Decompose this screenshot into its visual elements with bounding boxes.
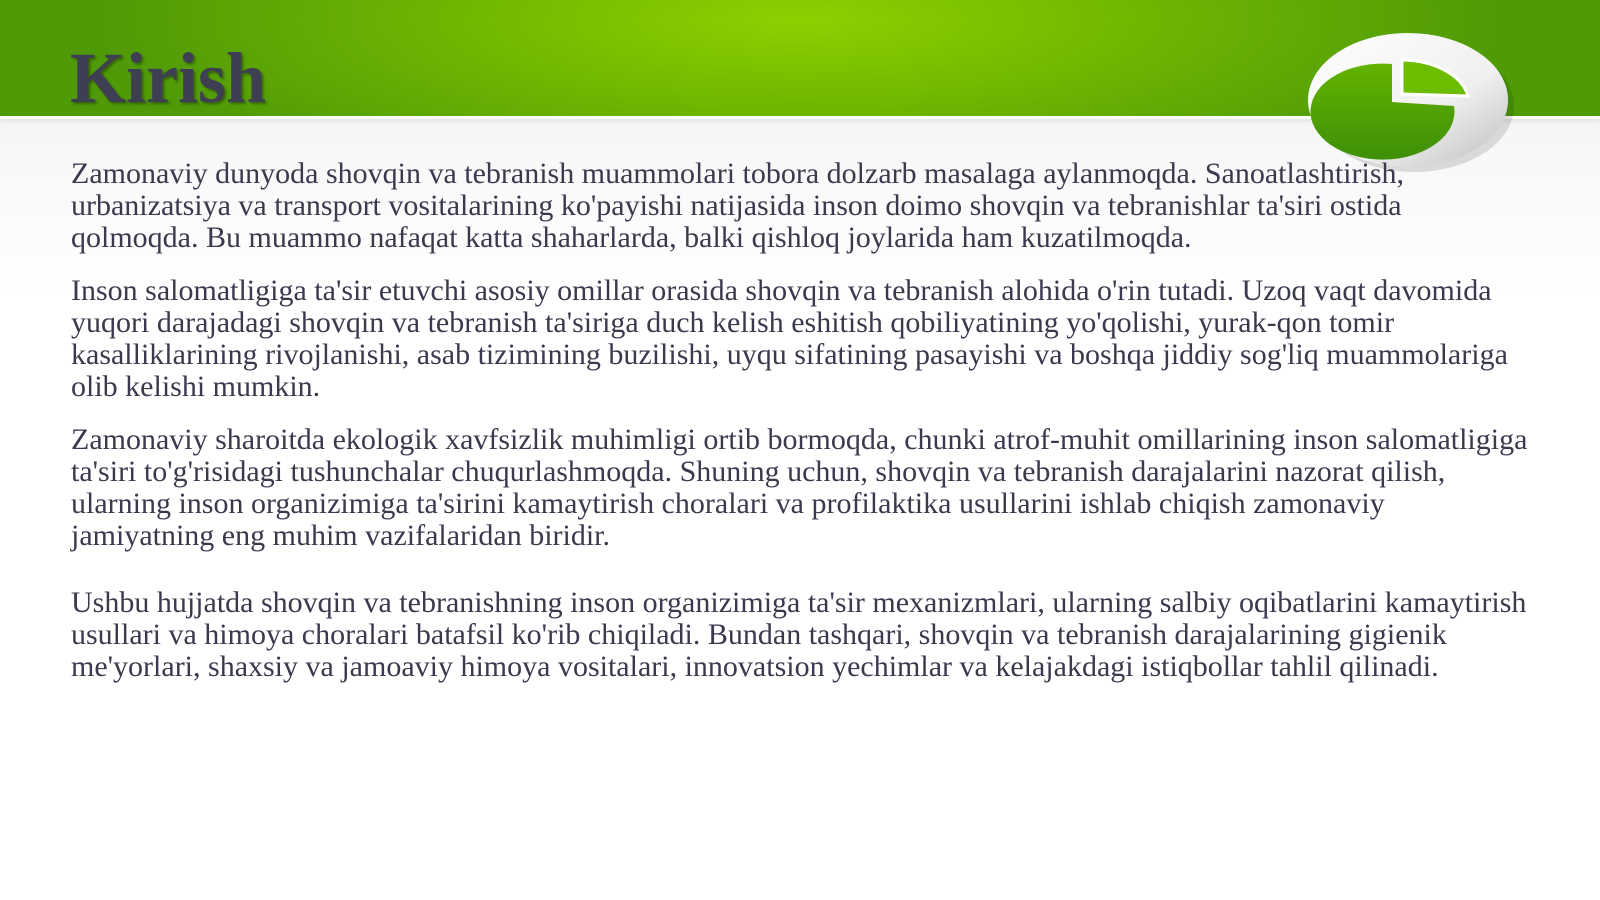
slide-title: Kirish	[70, 38, 267, 118]
paragraph: Zamonaviy sharoitda ekologik xavfsizlik muhimligi ortib bormoqda, chunki atrof-muhit omillarining inson salomatligiga ta'siri to'g'risidagi tushunchalar chuqurlashmoqda. Shuning uchun, shovqin va tebranish darajalarini nazorat qilish, ularning inson organizimiga ta'sirini kamaytirish choralari va profilaktika usullarini ishlab chiqish zamonaviy jamiyatning eng muhim vazifalaridan biridir.	[71, 423, 1528, 552]
paragraph: Zamonaviy dunyoda shovqin va tebranish muammolari tobora dolzarb masalaga aylanmoqda. Sanoatlashtirish, urbanizatsiya va transport vositalarining ko'payishi natijasida inson doimo shovqin va tebranishlar ta'siri ostida qolmoqda. Bu muammo nafaqat katta shaharlarda, balki qishloq joylarida ham kuzatilmoqda.	[71, 157, 1404, 254]
paragraph: Ushbu hujjatda shovqin va tebranishning inson organizimiga ta'sir mexanizmlari, ularning salbiy oqibatlarini kamaytirish usullari va himoya choralari batafsil ko'rib chiqiladi. Bundan tashqari, shovqin va tebranish darajalarining gigienik me'yorlari, shaxsiy va jamoaviy himoya vositalari, innovatsion yechimlar va kelajakdagi istiqbollar tahlil qilinadi.	[71, 586, 1527, 683]
slide-body	[71, 158, 1531, 704]
pie-chart-icon	[1300, 24, 1520, 174]
paragraph: Inson salomatligiga ta'sir etuvchi asosiy omillar orasida shovqin va tebranish alohida o'rin tutadi. Uzoq vaqt davomida yuqori darajadagi shovqin va tebranish ta'siriga duch kelish eshitish qobiliyatining yo'qolishi, yurak-qon tomir kasalliklarining rivojlanishi, asab tizimining buzilishi, uyqu sifatining pasayishi va boshqa jiddiy sog'liq muammolariga olib kelishi mumkin.	[71, 274, 1508, 403]
